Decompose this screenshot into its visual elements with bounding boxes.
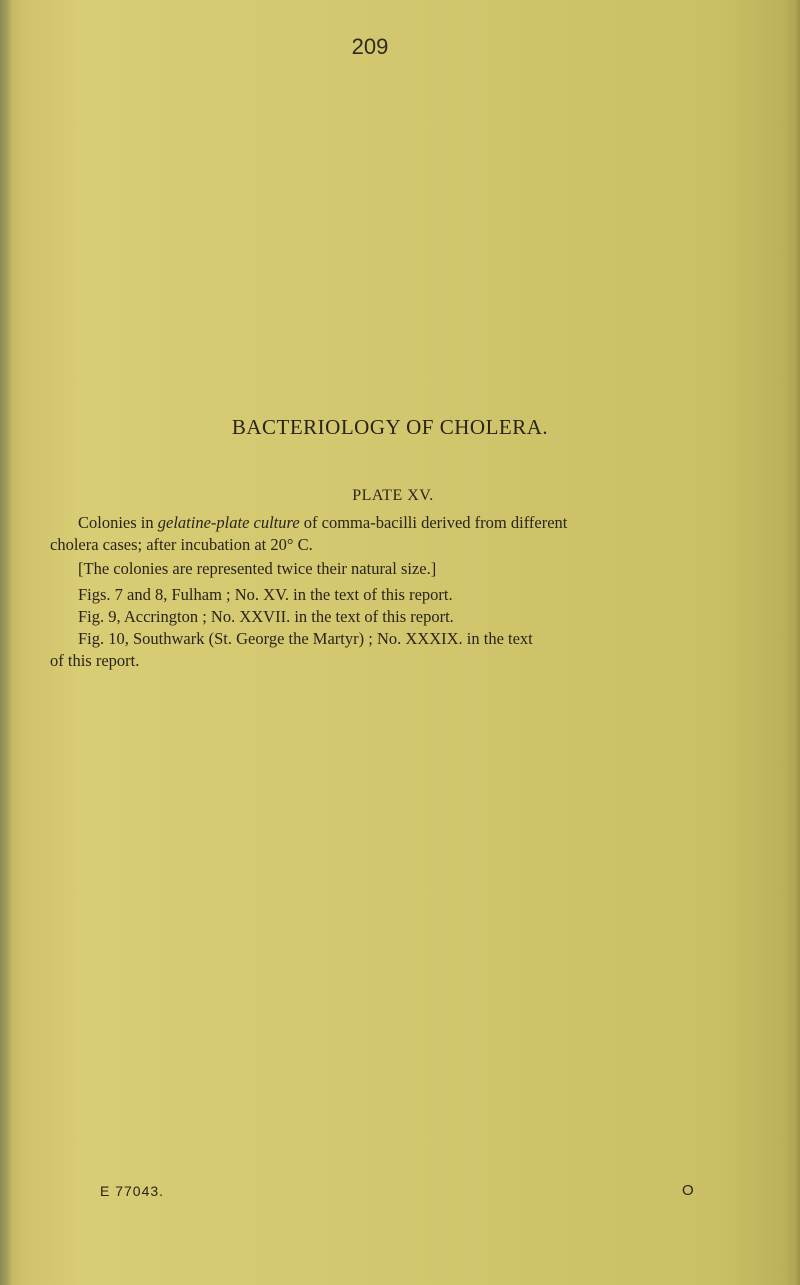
page-right-edge (786, 0, 800, 1285)
document-title: BACTERIOLOGY OF CHOLERA. (231, 415, 549, 439)
figure-item: Figs. 7 and 8, Fulham ; No. XV. in the text of this report. (78, 585, 453, 604)
figure-item: Fig. 10, Southwark (St. George the Martyr) ; No. XXXIX. in the text (78, 629, 533, 648)
footer-print-code: E 77043. (100, 1183, 165, 1199)
description-line-1 (50, 512, 770, 534)
description-italic: gelatine-plate culture (157, 513, 300, 532)
page-number: 209 (351, 34, 389, 59)
page-left-edge (0, 0, 12, 1285)
figure-list (50, 584, 770, 672)
description-prefix: Colonies in (78, 513, 158, 532)
size-note: [The colonies are represented twice their natural size.] (78, 559, 437, 578)
description-suffix: of comma-bacilli derived from different (299, 513, 568, 532)
figure-item: Fig. 9, Accrington ; No. XXVII. in the text of this report. (78, 607, 454, 626)
figure-item-continuation: of this report. (50, 651, 140, 670)
footer-signature-mark: O (682, 1182, 694, 1199)
plate-description (50, 512, 770, 556)
plate-heading: PLATE XV. (352, 487, 434, 504)
description-line-2: cholera cases; after incubation at 20° C. (50, 535, 313, 554)
